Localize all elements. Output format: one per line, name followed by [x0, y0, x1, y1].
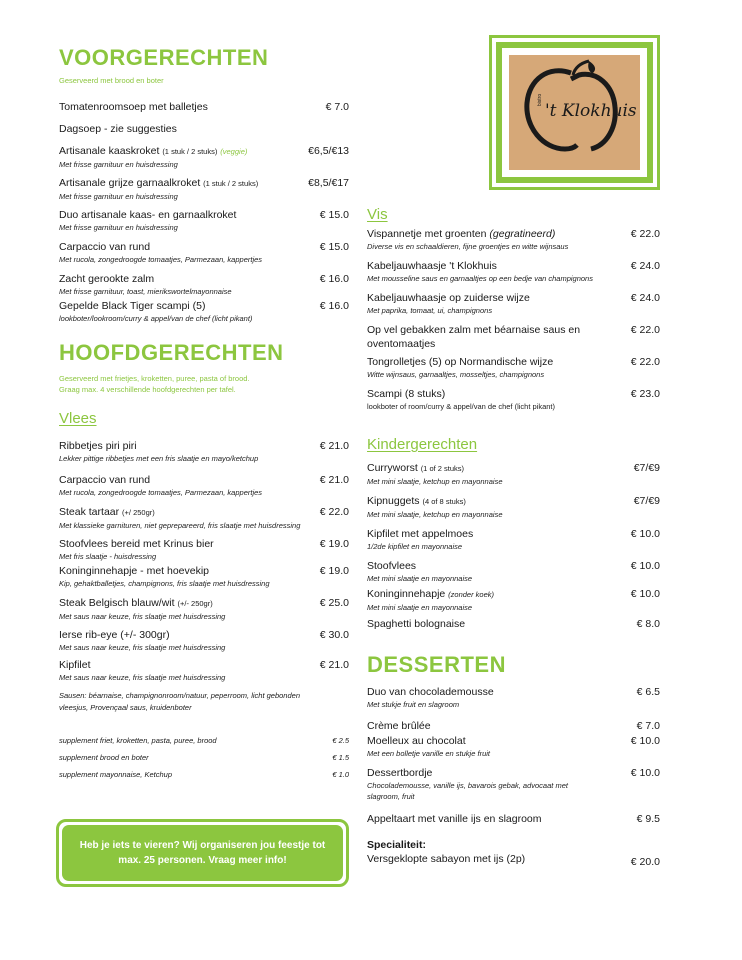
- menu-item: [367, 355, 660, 387]
- item-price: € 10.0: [630, 560, 660, 572]
- menu-item: [59, 564, 349, 596]
- item-name: Dagsoep - zie suggesties: [59, 123, 177, 135]
- voorgerechten-note: Geserveerd met brood en boter: [59, 76, 164, 85]
- item-description: Met paprika, tomaat, ui, champignons: [367, 306, 493, 315]
- menu-item: [367, 461, 660, 494]
- menu-item: [367, 527, 660, 559]
- menu-item: [367, 852, 660, 866]
- item-price: € 6.5: [636, 686, 660, 698]
- item-description: Met frisse garnituur, toast, mierikswortelmayonnaise: [59, 287, 232, 296]
- item-name: Stoofvlees bereid met Krinus bier: [59, 538, 214, 550]
- item-description: Met saus naar keuze, fris slaatje met huisdressing: [59, 643, 226, 652]
- supplement-item: [59, 751, 349, 768]
- item-price: € 21.0: [319, 440, 349, 452]
- menu-item: [59, 596, 349, 628]
- item-portion: (1 stuk / 2 stuks): [162, 147, 218, 156]
- menu-item: [59, 505, 349, 537]
- item-price: € 10.0: [630, 528, 660, 540]
- item-name: Crème brûlée: [367, 720, 431, 732]
- item-description: Met mini slaatje en mayonnaise: [367, 603, 473, 612]
- item-name: Kabeljauwhaasje op zuiderse wijze: [367, 292, 530, 304]
- item-portion: (1 of 2 stuks): [420, 464, 465, 473]
- menu-item: [367, 494, 660, 527]
- left-column: [59, 44, 349, 785]
- item-description: Met saus naar keuze, fris slaatje met huisdressing: [59, 673, 226, 682]
- item-price: € 22.0: [630, 324, 660, 336]
- item-price: € 16.0: [319, 300, 349, 312]
- item-price: € 22.0: [319, 506, 349, 518]
- vlees-list: [59, 439, 349, 688]
- menu-item: [59, 658, 349, 688]
- item-name: Artisanale grijze garnaalkroket: [59, 177, 201, 189]
- desserten-title: DESSERTEN: [367, 652, 506, 677]
- item-description: Met frisse garnituur en huisdressing: [59, 160, 178, 169]
- item-name: Moelleux au chocolat: [367, 735, 466, 747]
- menu-item: [367, 227, 660, 259]
- menu-item: [367, 387, 660, 421]
- kinder-list: [367, 461, 660, 637]
- item-portion: (+/ 250gr): [122, 508, 155, 517]
- item-portion: (+/- 250gr): [177, 599, 213, 608]
- item-name: Curryworst: [367, 462, 418, 474]
- vis-title: Vis: [367, 206, 388, 223]
- menu-item: [367, 259, 660, 291]
- item-name: Steak Belgisch blauw/wit: [59, 597, 175, 609]
- item-name: Ierse rib-eye (+/- 300gr): [59, 629, 170, 641]
- logo-bistro-text: bistro: [537, 93, 544, 107]
- menu-item: [59, 144, 349, 176]
- menu-item: [59, 122, 349, 144]
- item-price: €7/€9: [633, 462, 660, 474]
- item-price: € 15.0: [319, 241, 349, 253]
- item-name: Kipfilet: [59, 659, 91, 671]
- item-name: Versgeklopte sabayon met ijs (2p): [367, 853, 526, 865]
- item-price: € 25.0: [319, 597, 349, 609]
- item-price: €6,5/€13: [308, 145, 349, 157]
- item-price: € 7.0: [636, 720, 660, 732]
- item-description: Met mini slaatje, ketchup en mayonnaise: [367, 477, 503, 486]
- item-description: Met saus naar keuze, fris slaatje met huisdressing: [59, 612, 226, 621]
- item-price: € 10.0: [630, 735, 660, 747]
- supplement-price: € 2.5: [332, 736, 349, 745]
- item-price: € 21.0: [319, 659, 349, 671]
- item-name: Gepelde Black Tiger scampi (5): [59, 300, 206, 312]
- item-name: Koninginnehapje: [367, 588, 446, 600]
- item-price: € 7.0: [325, 101, 349, 113]
- item-price: € 20.0: [630, 856, 660, 868]
- supplement-price: € 1.5: [332, 753, 349, 762]
- item-description: Lekker pittige ribbetjes met een fris slaatje en mayo/ketchup: [59, 454, 259, 463]
- menu-item: [59, 473, 349, 505]
- item-name: Tongrolletjes (5) op Normandische wijze: [367, 356, 554, 368]
- item-portion: (zonder koek): [448, 590, 495, 599]
- item-name: Vispannetje met groenten: [367, 228, 487, 240]
- item-price: € 24.0: [630, 260, 660, 272]
- item-price: € 15.0: [319, 209, 349, 221]
- menu-item: [59, 628, 349, 658]
- item-price: € 22.0: [630, 228, 660, 240]
- item-description: Met rucola, zongedroogde tomaatjes, Parmezaan, kappertjes: [59, 488, 263, 497]
- specialty-label: Specialiteit:: [367, 839, 426, 851]
- menu-item: [367, 559, 660, 587]
- item-name: Scampi (8 stuks): [367, 388, 446, 400]
- menu-item: [367, 291, 660, 323]
- right-column: [367, 205, 660, 866]
- item-price: € 22.0: [630, 356, 660, 368]
- party-banner: [56, 819, 349, 887]
- logo: [489, 35, 660, 190]
- menu-item: [367, 812, 660, 838]
- menu-item: [367, 734, 660, 766]
- item-description: 1/2de kipfilet en mayonnaise: [367, 542, 463, 551]
- item-description: lookboter of room/curry & appel/van de chef (licht pikant): [367, 402, 556, 411]
- menu-item: [59, 240, 349, 272]
- item-name: Duo artisanale kaas- en garnaalkroket: [59, 209, 237, 221]
- item-price: € 19.0: [319, 565, 349, 577]
- logo-brand-text: 't Klokhuis: [545, 101, 637, 121]
- hoofdgerechten-note-2: Graag max. 4 verschillende hoofdgerechten per tafel.: [59, 385, 236, 394]
- voorgerechten-list: [59, 100, 349, 329]
- item-name: Kabeljauwhaasje 't Klokhuis: [367, 260, 497, 272]
- item-price: € 19.0: [319, 538, 349, 550]
- menu-item: [367, 685, 660, 719]
- item-name: Appeltaart met vanille ijs en slagroom: [367, 813, 542, 825]
- item-description: Met mini slaatje, ketchup en mayonnaise: [367, 510, 503, 519]
- item-price: € 16.0: [319, 273, 349, 285]
- menu-item: [59, 176, 349, 208]
- item-description: Met een bolletje vanille en stukje fruit: [367, 749, 490, 758]
- item-description: lookboter/lookroom/curry & appel/van de chef (licht pikant): [59, 314, 253, 323]
- item-price: € 24.0: [630, 292, 660, 304]
- supplement-item: [59, 734, 349, 751]
- item-price: €8,5/€17: [308, 177, 349, 189]
- item-description: Diverse vis en schaaldieren, fijne groentjes en witte wijnsaus: [367, 242, 569, 251]
- item-portion: (4 of 8 stuks): [422, 497, 466, 506]
- desserten-list: [367, 685, 660, 866]
- hoofdgerechten-note-1: Geserveerd met frietjes, kroketten, puree, pasta of brood.: [59, 374, 250, 383]
- supplement-price: € 1.0: [332, 770, 349, 779]
- item-description: Witte wijnsaus, garnaaltjes, mosseltjes, champignons: [367, 370, 545, 379]
- item-price: € 8.0: [636, 618, 660, 630]
- item-price: € 23.0: [630, 388, 660, 400]
- item-name: Spaghetti bolognaise: [367, 618, 466, 630]
- item-name: Dessertbordje: [367, 767, 433, 779]
- supplement-item: [59, 768, 349, 785]
- apple-logo-icon: [509, 55, 640, 170]
- vlees-title: Vlees: [59, 410, 97, 427]
- supplements-list: [59, 734, 349, 785]
- item-price: € 9.5: [636, 813, 660, 825]
- item-price: € 10.0: [630, 588, 660, 600]
- menu-item: [367, 719, 660, 734]
- item-name: Op vel gebakken zalm met béarnaise saus en oventomaatjes: [367, 324, 581, 350]
- item-name: Kipfilet met appelmoes: [367, 528, 474, 540]
- item-description: Met fris slaatje - huisdressing: [59, 552, 157, 561]
- hoofdgerechten-title: HOOFDGERECHTEN: [59, 340, 284, 365]
- item-description: Met frisse garnituur en huisdressing: [59, 192, 178, 201]
- menu-item: [367, 766, 660, 812]
- item-name: Carpaccio van rund: [59, 241, 151, 253]
- item-description: Met mini slaatje en mayonnaise: [367, 574, 473, 583]
- supplement-name: supplement friet, kroketten, pasta, puree, brood: [59, 736, 217, 745]
- supplement-name: supplement mayonnaise, Ketchup: [59, 770, 172, 779]
- item-portion: (1 stuk / 2 stuks): [203, 179, 259, 188]
- item-description: Kip, gehaktballetjes, champignons, fris slaatje met huisdressing: [59, 579, 270, 588]
- party-text: Heb je iets te vieren? Wij organiseren jou feestje tot max. 25 personen. Vraag meer info!: [62, 825, 343, 881]
- item-name: Ribbetjes piri piri: [59, 440, 137, 452]
- menu-item: [59, 100, 349, 122]
- item-description: Met frisse garnituur en huisdressing: [59, 223, 178, 232]
- item-description: Met mousseline saus en garnaaltjes op een bedje van champignons: [367, 274, 593, 283]
- item-name: Tomatenroomsoep met balletjes: [59, 101, 208, 113]
- supplement-name: supplement brood en boter: [59, 753, 149, 762]
- item-name: Kipnuggets: [367, 495, 420, 507]
- item-name: Zacht gerookte zalm: [59, 273, 155, 285]
- menu-item: [59, 208, 349, 240]
- item-description: Met stukje fruit en slagroom: [367, 700, 460, 709]
- menu-item: [367, 617, 660, 637]
- menu-item: [367, 587, 660, 617]
- item-description: Chocolademousse, vanille ijs, bavarois gebak, advocaat met slagroom, fruit: [367, 781, 568, 801]
- menu-item: [59, 299, 349, 329]
- item-name: Steak tartaar: [59, 506, 120, 518]
- item-name: Stoofvlees: [367, 560, 417, 572]
- item-price: € 30.0: [319, 629, 349, 641]
- menu-item: [367, 323, 660, 355]
- menu-item: [59, 272, 349, 299]
- item-description: Met klassieke garnituren, niet geprepareerd, fris slaatje met huisdressing: [59, 521, 301, 530]
- vis-list: [367, 227, 660, 421]
- item-name: Artisanale kaaskroket: [59, 145, 160, 157]
- item-name: Koninginnehapje - met hoevekip: [59, 565, 210, 577]
- voorgerechten-title: VOORGERECHTEN: [59, 45, 269, 70]
- item-price: € 21.0: [319, 474, 349, 486]
- sauces-note: Sausen: béarnaise, champignonroom/natuur, peperroom, licht gebonden vleesjus, Provençaal saus, kruidenboter: [59, 691, 300, 712]
- item-style: (gegratineerd): [489, 228, 556, 240]
- menu-item: [59, 537, 349, 564]
- item-description: Met rucola, zongedroogde tomaatjes, Parmezaan, kappertjes: [59, 255, 263, 264]
- menu-item: [59, 439, 349, 473]
- item-price: € 10.0: [630, 767, 660, 779]
- item-price: €7/€9: [633, 495, 660, 507]
- veggie-tag: (veggie): [220, 147, 248, 156]
- kindergerechten-title: Kindergerechten: [367, 436, 478, 453]
- item-name: Carpaccio van rund: [59, 474, 151, 486]
- item-name: Duo van chocolademousse: [367, 686, 494, 698]
